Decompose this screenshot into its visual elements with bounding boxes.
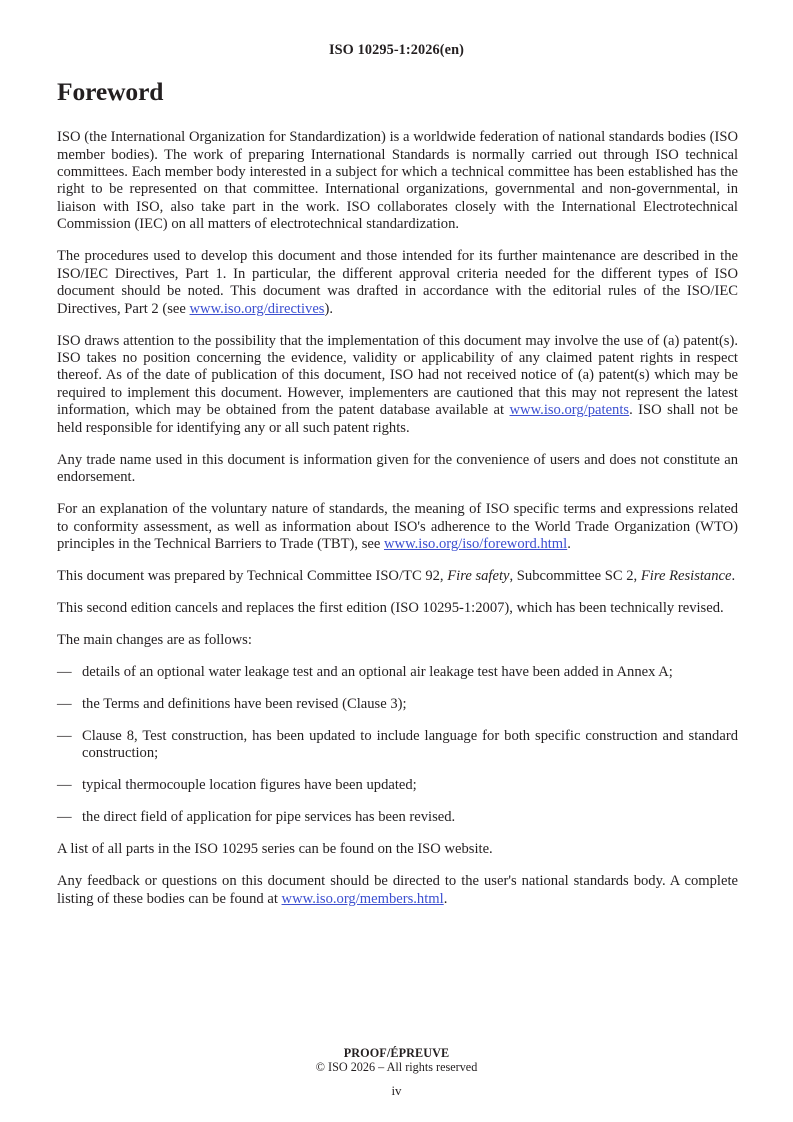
paragraph-feedback-text-before: Any feedback or questions on this document should be directed to the user's national standards body. A complete listing of these bodies can be found at — [57, 873, 738, 907]
list-item-label: the direct field of application for pipe services has been revised. — [82, 809, 456, 826]
list-item — [57, 728, 738, 763]
committee-text-b: , Subcommittee SC 2, — [509, 568, 641, 585]
changes-list-block — [57, 664, 738, 827]
list-item — [57, 696, 738, 713]
footer-proof-label: PROOF/ÉPREUVE — [343, 1046, 450, 1060]
dash-bullet-icon: — — [57, 777, 72, 794]
committee-text-c: . — [731, 568, 736, 585]
list-item — [57, 664, 738, 681]
paragraph-patents — [57, 333, 738, 438]
link-iso-foreword[interactable]: www.iso.org/iso/foreword.html — [383, 536, 568, 553]
link-iso-directives[interactable]: www.iso.org/directives — [189, 300, 325, 317]
paragraph-feedback-text-after: . — [443, 890, 448, 907]
footer-copyright: © ISO 2026 – All rights reserved — [315, 1060, 478, 1074]
paragraph-patents-text-after: . ISO shall not be held responsible for identifying any or all such patent rights. — [57, 402, 738, 436]
paragraph-main-changes-intro: The main changes are as follows: — [57, 631, 252, 648]
paragraph-all-parts: A list of all parts in the ISO 10295 series can be found on the ISO website. — [57, 841, 493, 858]
paragraph-feedback — [57, 873, 738, 908]
committee-title-fire-resistance: Fire Resistance — [640, 568, 732, 585]
dash-bullet-icon: — — [57, 695, 72, 712]
paragraph-voluntary-text-before: For an explanation of the voluntary nature of standards, the meaning of ISO specific terms and expressions related to conformity assessment, as well as information about ISO's adherence to the World Trade Organization (WTO) principles in the Technical Barriers to Trade (TBT), see — [57, 501, 738, 553]
paragraph-procedures-text-after: ). — [324, 300, 334, 317]
link-iso-patents[interactable]: www.iso.org/patents — [509, 402, 630, 419]
dash-bullet-icon: — — [57, 809, 72, 826]
paragraph-committee — [57, 568, 738, 585]
page-number: iv — [391, 1083, 402, 1098]
running-header: ISO 10295-1:2026(en) — [328, 42, 465, 58]
dash-bullet-icon: — — [57, 663, 72, 680]
committee-title-fire-safety: Fire safety — [447, 568, 510, 585]
list-item-label: typical thermocouple location figures have been updated; — [82, 777, 417, 794]
paragraph-voluntary-text-after: . — [567, 536, 571, 553]
paragraph-second-edition: This second edition cancels and replaces the first edition (ISO 10295-1:2007), which has been technically revised. — [57, 600, 724, 617]
paragraph-procedures-text-before: The procedures used to develop this document and those intended for its further maintenance are described in the ISO/IEC Directives, Part 1. In particular, the different approval criteria needed for the different types of ISO document should be noted. This document was drafted in accordance with the editorial rules of the ISO/IEC Directives, Part 2 (see — [57, 248, 738, 317]
dash-bullet-icon: — — [57, 727, 72, 744]
paragraph-voluntary-nature — [57, 501, 738, 553]
paragraph-iso-description: ISO (the International Organization for Standardization) is a worldwide federation of national standards bodies (ISO member bodies). The work of preparing International Standards is normally carried out through ISO technical committees. Each member body interested in a subject for which a technical committee has been established has the right to be represented on that committee. International organizations, governmental and non-governmental, in liaison with ISO, also take part in the work. ISO collaborates closely with the International Electrotechnical Commission (IEC) on all matters of electrotechnical standardization. — [57, 129, 738, 233]
page-footer — [0, 1046, 793, 1102]
link-iso-members[interactable]: www.iso.org/members.html — [281, 890, 444, 907]
list-item-label: Clause 8, Test construction, has been updated to include language for both specific construction and standard construction; — [82, 727, 738, 762]
list-item-label: the Terms and definitions have been revised (Clause 3); — [82, 695, 407, 712]
list-item — [57, 777, 738, 794]
list-item — [57, 809, 738, 826]
paragraph-patents-text-before: ISO draws attention to the possibility that the implementation of this document may involve the use of (a) patent(s). ISO takes no position concerning the evidence, validity or applicability of any claimed patent rights in respect thereof. As of the date of publication of this document, ISO had not received notice of (a) patent(s) which may be required to implement this document. However, implementers are cautioned that this may not represent the latest information, which may be obtained from the patent database available at — [57, 332, 738, 419]
paragraph-procedures — [57, 248, 738, 318]
changes-list — [57, 664, 738, 827]
page-content — [57, 78, 738, 908]
committee-text-a: This document was prepared by Technical Committee ISO/TC 92, — [57, 568, 448, 585]
paragraph-trade-name: Any trade name used in this document is information given for the convenience of users and does not constitute an endorsement. — [57, 451, 738, 486]
list-item-label: details of an optional water leakage test and an optional air leakage test have been added in Annex A; — [82, 663, 673, 680]
page-title: Foreword — [57, 77, 164, 106]
